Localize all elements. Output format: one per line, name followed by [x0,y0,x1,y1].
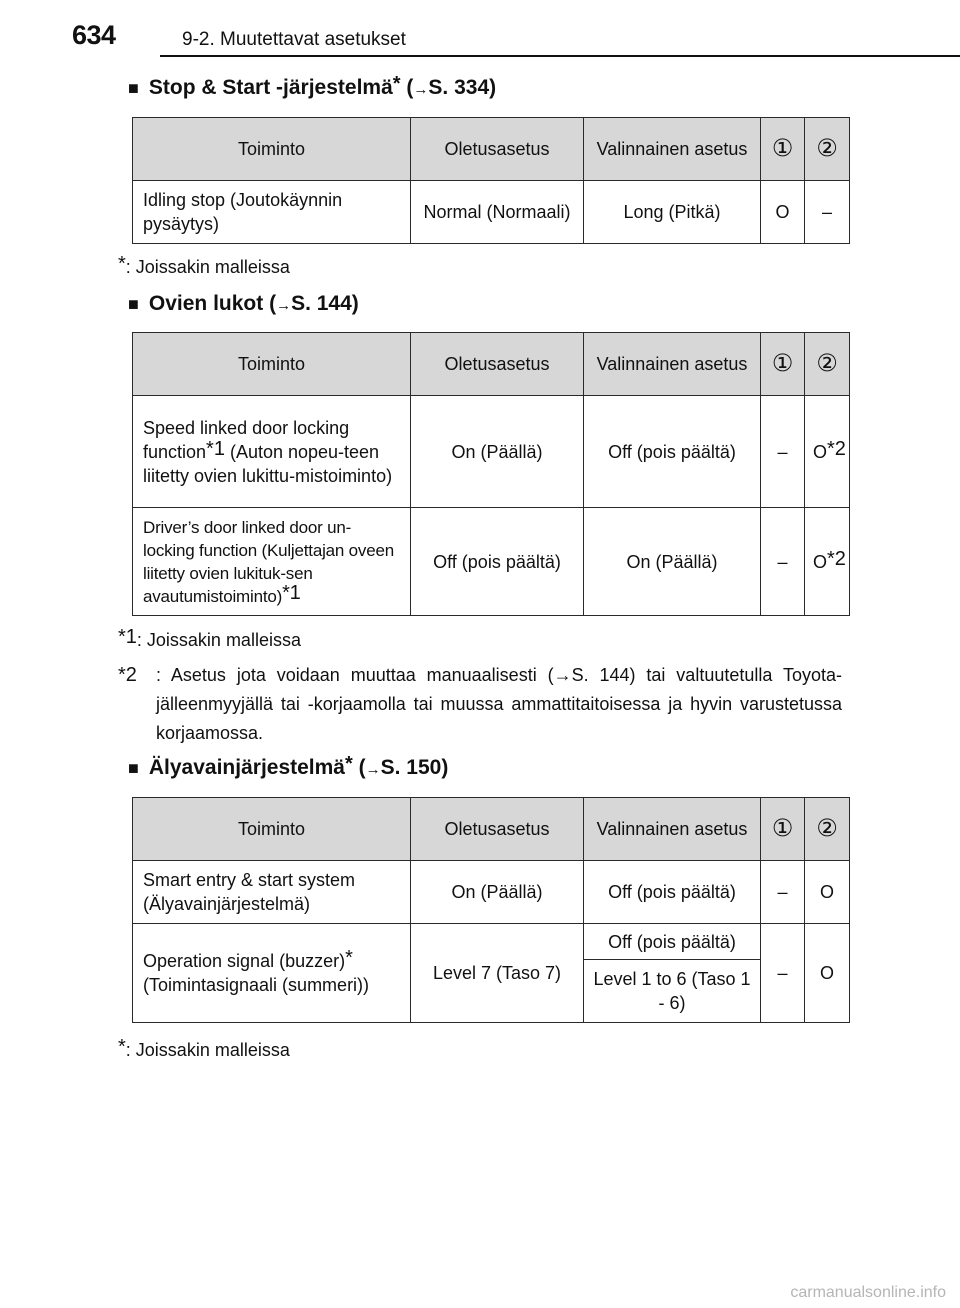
footnote-star: * [345,753,353,775]
footnote-ref: *1 [206,437,225,460]
table-row [133,508,850,616]
footnote [118,253,290,282]
footnote-mark: * [118,253,126,275]
settings-table-door-locks [132,332,850,616]
footnote-ref: * [345,947,353,969]
column-header-1: ① [761,798,805,861]
footnote [118,626,301,655]
footnote-body [156,661,842,748]
cell-optional: Level 1 to 6 (Taso 1 - 6) [584,960,761,1023]
column-header-1: ① [761,333,805,396]
footnote-text: : Joissakin malleissa [125,257,290,277]
cell-col2: – [805,181,850,244]
page-header [0,0,960,56]
footnote-text: : Joissakin malleissa [136,630,301,650]
page-reference: S. 150) [380,756,449,779]
chapter-title: 9-2. Muutettavat asetukset [182,29,406,50]
table-header-row [133,798,850,861]
footnote-ref: *2 [827,437,846,460]
square-bullet-icon: ■ [128,758,139,778]
page-number: 634 [72,20,116,50]
column-header-optional: Valinnainen asetus [584,333,761,396]
cell-col1: – [761,924,805,1023]
cell-col1: – [761,508,805,616]
column-header-2: ② [805,333,850,396]
settings-table-stop-start [132,117,850,244]
square-bullet-icon: ■ [128,78,139,98]
table-header-row [133,333,850,396]
cell-optional: Off (pois päältä) [584,924,761,960]
function-text: Driver’s door linked door un-locking function (Kuljettajan oveen liitetty ovien lukituk-sen avautumistoiminto) [143,517,394,606]
footnote-text-cont: S. 144) tai valtuutetulla Toyota-jälleenmyyjällä tai -korjaamolla tai muussa ammattitaitoisessa ja hyvin varustetussa korjaamossa. [156,665,842,743]
cell-function [133,508,411,616]
paren-open: ( [263,292,277,315]
cell-col1: – [761,396,805,508]
section-heading-smart-key [128,753,449,780]
cell-col2 [805,396,850,508]
footnote-text: : Joissakin malleissa [125,1040,290,1060]
footnote-ref: *2 [827,547,846,570]
section-title: Stop & Start -järjestelmä [148,76,393,99]
column-header-default: Oletusasetus [411,118,584,181]
cell-function [133,396,411,508]
cell-value: O [813,551,828,572]
cell-col2: O [805,861,850,924]
function-text-cont: (Auton nopeu-teen liitetty ovien lukittu-mistoiminto) [143,441,393,486]
footnote-text: : Asetus jota voidaan muuttaa manuaalisesti ( [156,665,554,685]
column-header-default: Oletusasetus [411,798,584,861]
section-title: Ovien lukot [148,292,264,315]
cell-col2: O [805,924,850,1023]
cell-value: O [813,441,828,462]
footnote-long [118,661,842,748]
arrow-right-icon: → [276,297,292,314]
column-header-1: ① [761,118,805,181]
column-header-function: Toiminto [133,798,411,861]
watermark: carmanualsonline.info [790,1284,946,1301]
footnote-star: * [392,73,401,95]
footnote-mark: *1 [118,626,137,648]
footnote-mark: *2 [118,664,137,686]
table-row [133,396,850,508]
paren-open: ( [400,76,414,99]
cell-default: Normal (Normaali) [411,181,584,244]
column-header-function: Toiminto [133,118,411,181]
cell-default: Level 7 (Taso 7) [411,924,584,1023]
function-text: Operation signal (buzzer) [143,951,346,971]
cell-default: On (Päällä) [411,396,584,508]
function-text-cont: (Toimintasignaali (summeri)) [143,975,370,995]
column-header-2: ② [805,798,850,861]
page-reference: S. 144) [291,292,359,315]
cell-optional: On (Päällä) [584,508,761,616]
header-divider [160,55,960,57]
paren-open: ( [352,756,366,779]
cell-optional: Long (Pitkä) [584,181,761,244]
table-row [133,924,850,960]
table-row [133,181,850,244]
cell-function: Idling stop (Joutokäynnin pysäytys) [133,181,411,244]
column-header-function: Toiminto [133,333,411,396]
arrow-right-icon: → [553,665,572,685]
column-header-optional: Valinnainen asetus [584,798,761,861]
section-heading-stop-start [128,73,497,100]
page-reference: S. 334) [428,76,497,99]
footnote [118,1036,290,1065]
cell-function: Smart entry & start system (Älyavainjärjestelmä) [133,861,411,924]
column-header-default: Oletusasetus [411,333,584,396]
arrow-right-icon: → [365,761,381,778]
section-heading-door-locks [128,292,359,316]
cell-default: Off (pois päältä) [411,508,584,616]
footnote-mark: * [118,1036,126,1058]
section-title: Älyavainjärjestelmä [148,756,345,779]
table-header-row [133,118,850,181]
function-text: Speed linked door locking function [143,417,350,462]
cell-col1: O [761,181,805,244]
cell-optional: Off (pois päältä) [584,396,761,508]
cell-function [133,924,411,1023]
square-bullet-icon: ■ [128,294,139,314]
column-header-optional: Valinnainen asetus [584,118,761,181]
cell-col2 [805,508,850,616]
footnote-ref: *1 [282,581,301,604]
arrow-right-icon: → [413,81,429,98]
settings-table-smart-key [132,797,850,1023]
cell-col1: – [761,861,805,924]
cell-default: On (Päällä) [411,861,584,924]
table-row [133,861,850,924]
column-header-2: ② [805,118,850,181]
cell-optional: Off (pois päältä) [584,861,761,924]
